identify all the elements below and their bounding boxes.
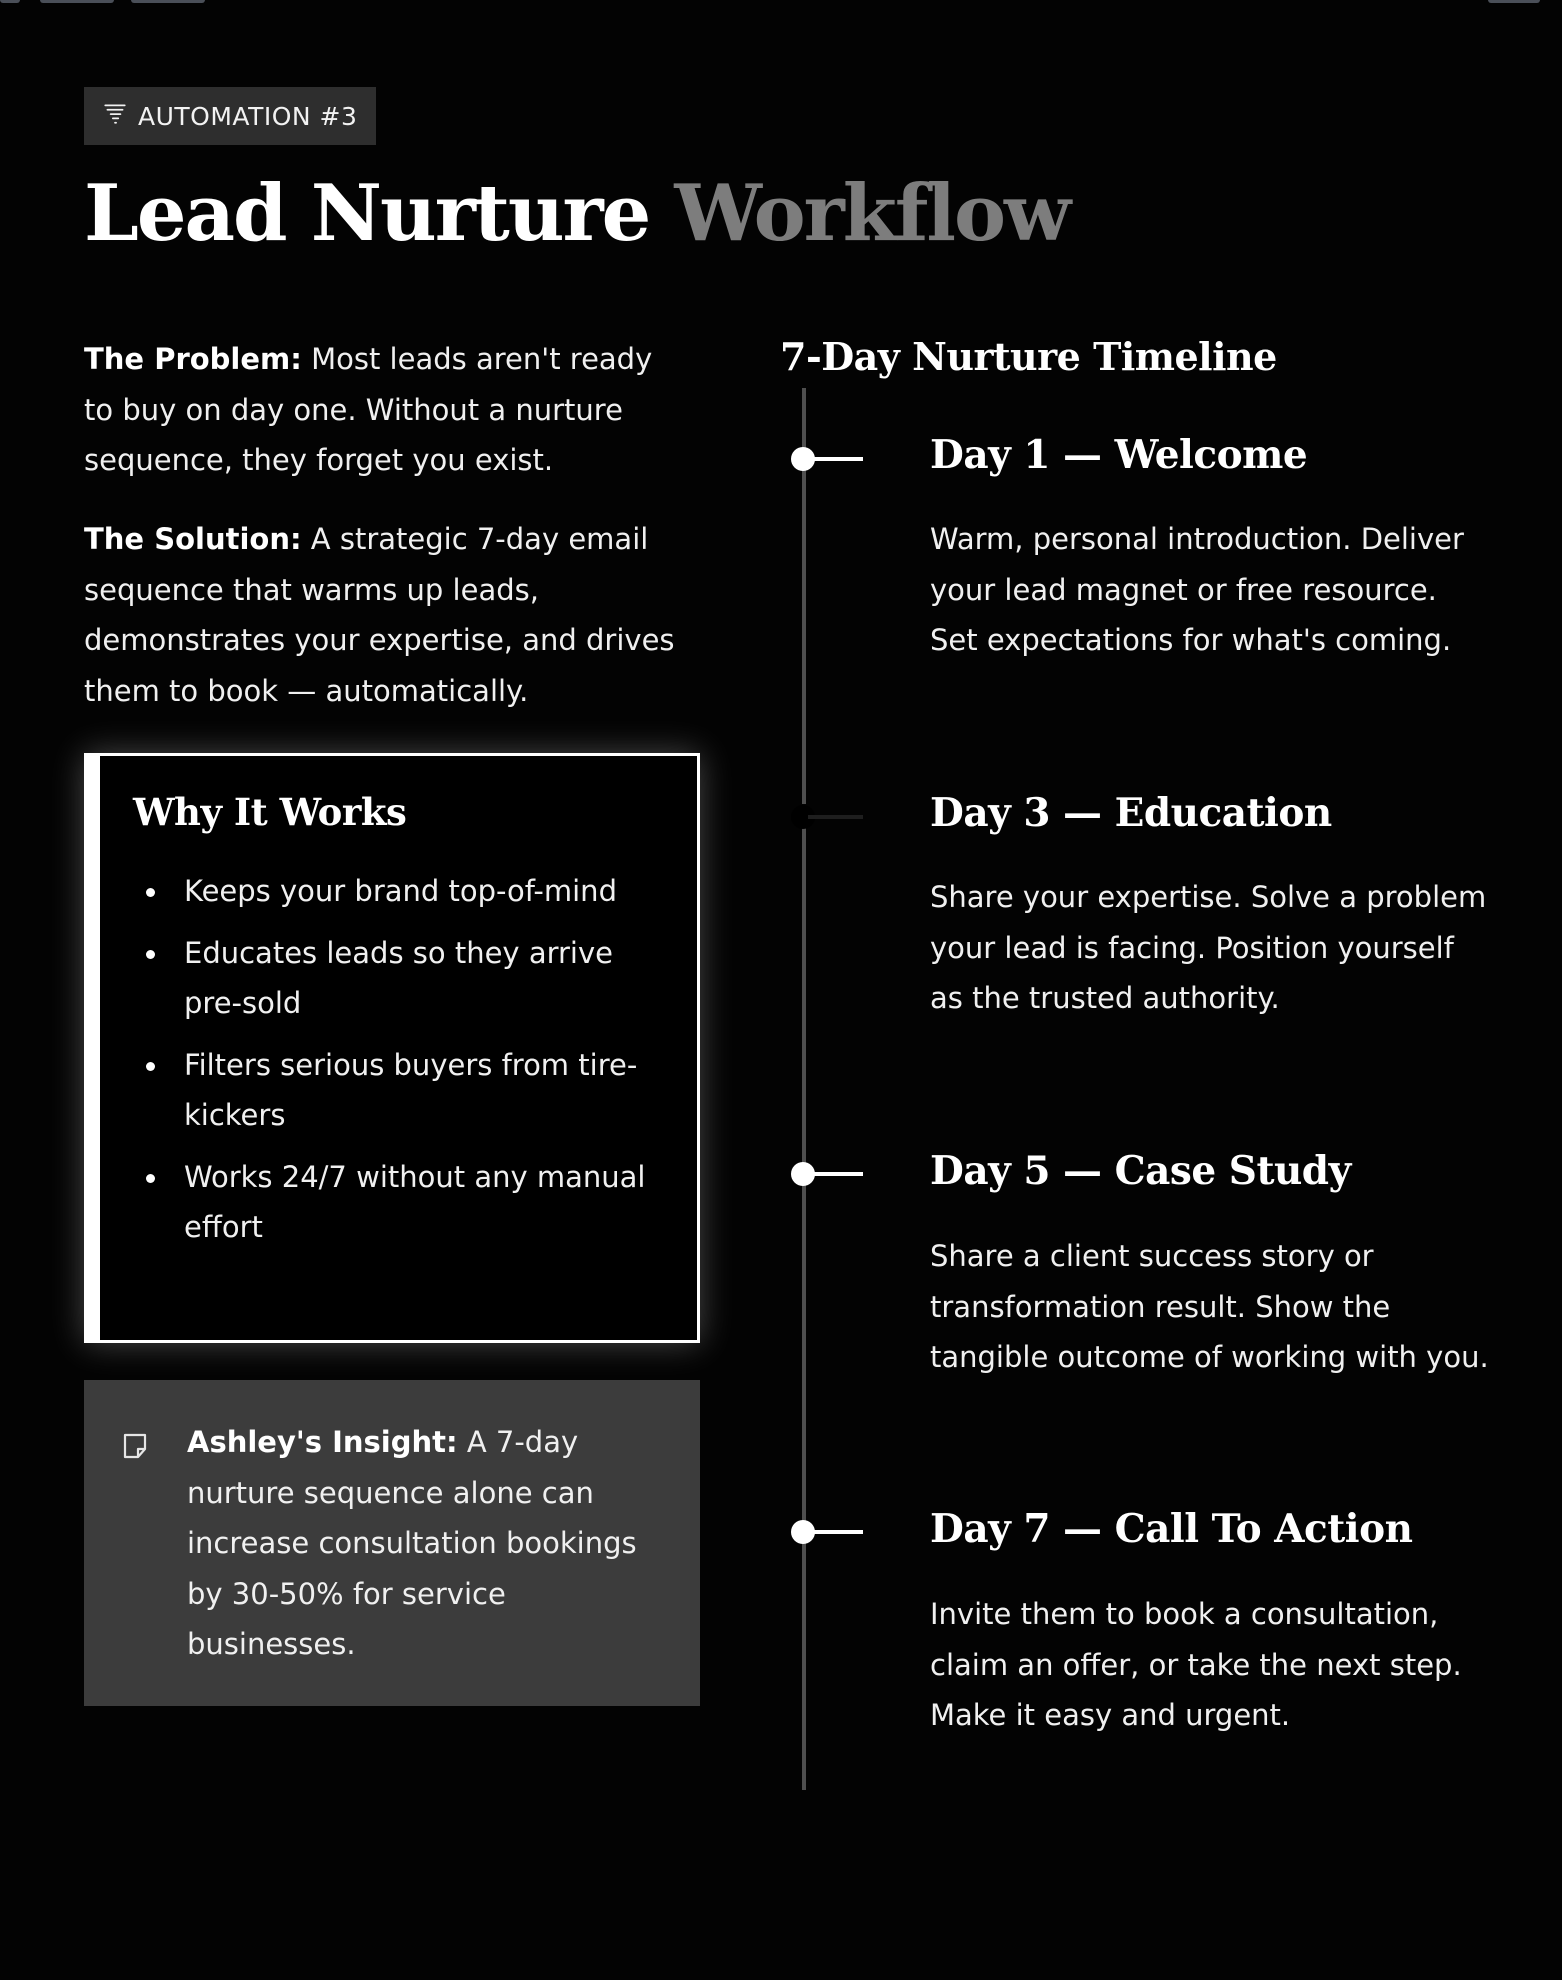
insight-body: A 7-day nurture sequence alone can increase consultation bookings by 30-50% for service businesses. — [187, 1425, 637, 1661]
top-edge-tab — [1488, 0, 1540, 3]
insight-callout — [84, 1380, 700, 1706]
why-list — [184, 866, 654, 1264]
timeline-step-title: Day 5 — Case Study — [930, 1148, 1351, 1194]
note-icon — [120, 1431, 150, 1461]
timeline-step-desc: Warm, personal introduction. Deliver your lead magnet or free resource. Set expectations for what's coming. — [930, 522, 1464, 657]
title-accent: Workflow — [674, 168, 1070, 259]
timeline-title: 7-Day Nurture Timeline — [780, 334, 1277, 379]
top-edge-tab — [40, 0, 114, 3]
top-edge-tab — [0, 0, 20, 3]
why-title: Why It Works — [133, 790, 407, 834]
page-title — [84, 164, 1069, 264]
why-it-works-card — [84, 753, 700, 1343]
list-item: Educates leads so they arrive pre-sold — [184, 928, 654, 1029]
timeline-step-title: Day 3 — Education — [930, 790, 1332, 836]
automation-badge — [84, 87, 376, 145]
timeline-tick — [808, 457, 863, 461]
insight-text — [187, 1417, 657, 1670]
timeline-step-desc: Invite them to book a consultation, claim an offer, or take the next step. Make it easy and urgent. — [930, 1597, 1462, 1732]
list-item: Keeps your brand top-of-mind — [184, 866, 654, 917]
tornado-icon — [102, 100, 128, 132]
timeline-tick — [808, 1530, 863, 1534]
timeline-step-title: Day 1 — Welcome — [930, 432, 1308, 478]
solution-paragraph — [84, 514, 684, 716]
timeline-step-desc: Share a client success story or transformation result. Show the tangible outcome of working with you. — [930, 1239, 1489, 1374]
problem-text: Most leads aren't ready to buy on day one. Without a nurture sequence, they forget you exist. — [84, 342, 653, 477]
problem-paragraph — [84, 334, 684, 486]
timeline-line — [802, 828, 806, 1790]
timeline-tick — [808, 815, 863, 819]
list-item: Works 24/7 without any manual effort — [184, 1152, 654, 1253]
timeline-tick — [808, 1172, 863, 1176]
timeline-step-title: Day 7 — Call To Action — [930, 1506, 1413, 1552]
badge-label: AUTOMATION #3 — [138, 101, 358, 131]
title-main: Lead Nurture — [84, 168, 650, 259]
insight-label: Ashley's Insight: — [187, 1425, 458, 1459]
problem-label: The Problem: — [84, 342, 302, 376]
solution-text: A strategic 7-day email sequence that warms up leads, demonstrates your expertise, and drives them to book — automatically. — [84, 522, 675, 708]
list-item: Filters serious buyers from tire-kickers — [184, 1040, 654, 1141]
top-edge-tab — [131, 0, 205, 3]
solution-label: The Solution: — [84, 522, 302, 556]
timeline-step-desc: Share your expertise. Solve a problem your lead is facing. Position yourself as the trusted authority. — [930, 880, 1487, 1015]
